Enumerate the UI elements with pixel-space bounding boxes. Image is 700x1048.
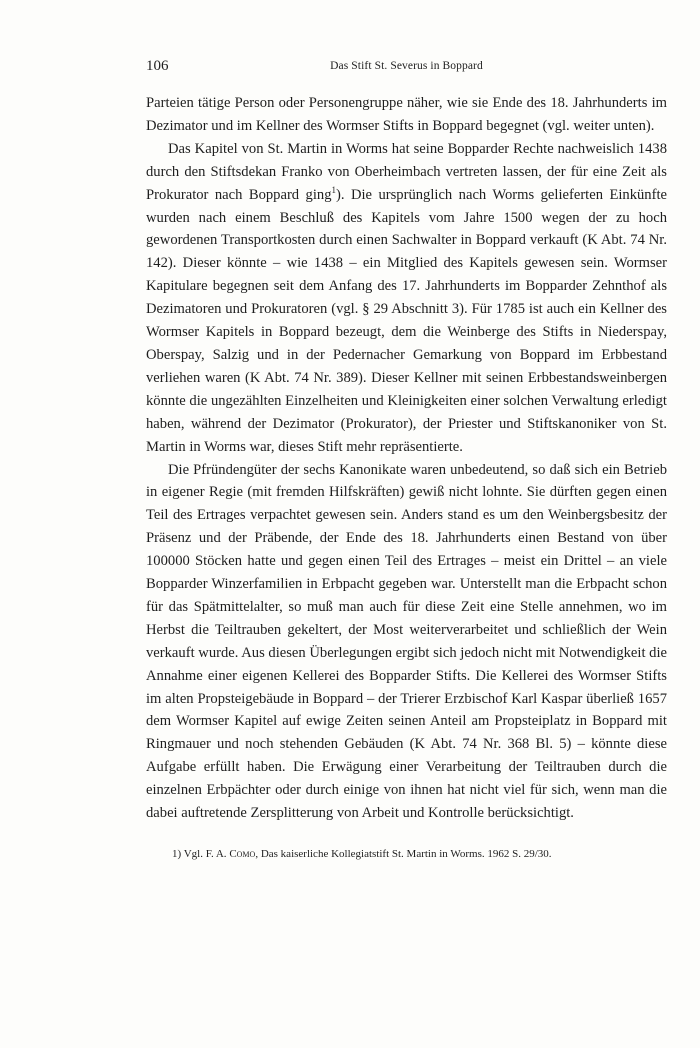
book-page	[146, 58, 667, 862]
footnote	[146, 847, 667, 862]
body-text	[146, 92, 667, 825]
paragraph-1: Parteien tätige Person oder Personengruppe näher, wie sie Ende des 18. Jahrhunderts im Dezimator und im Kellner des Wormser Stifts in Boppard begegnet (vgl. weiter unten).	[146, 95, 667, 134]
paragraph-2-part-2: ). Die ursprünglich nach Worms gelieferten Einkünfte wurden nach einem Beschluß des Kapitels vom Jahre 1500 wegen der zu hoch gewordenen Transportkosten durch einen Sachwalter in Boppard verkauft (K Abt. 74 Nr. 142). Dieser könnte – wie 1438 – ein Mitglied des Kapitels gewesen sein. Wormser Kapitulare begegnen seit dem Anfang des 17. Jahrhunderts im Bopparder Zehnthof als Dezimatoren und Prokuratoren (vgl. § 29 Abschnitt 3). Für 1785 ist auch ein Kellner des Wormser Kapitels in Boppard bezeugt, dem die Weinberge des Stifts in Niederspay, Oberspay, Salzig und in der Pedernacher Gemarkung von Boppard im Erbbestand verliehen waren (K Abt. 74 Nr. 389). Dieser Kellner mit seinen Erbbestandsweinbergen könnte die ungezählten Einzelheiten und Kleinigkeiten einer solchen Verwaltung erledigt haben, während der Dezimator (Prokurator), der Priester und Stiftskanoniker von St. Martin in Worms war, dieses Stift mehr repräsentierte.	[146, 186, 667, 455]
paragraph-2	[146, 138, 667, 459]
paragraph-3: Die Pfründengüter der sechs Kanonikate waren unbedeutend, so daß sich ein Betrieb in eigener Regie (mit fremden Hilfskräften) gewiß nicht lohnte. Sie dürften gegen einen Teil des Ertrages verpachtet gewesen sein. Anders stand es um den Weinbergsbesitz der Präsenz und der Präbende, der Ende des 18. Jahrhunderts einen Bestand von über 100000 Stöcken hatte und gegen einen Teil des Ertrages – meist ein Drittel – an viele Bopparder Winzerfamilien in Erbpacht gegeben war. Unterstellt man die Erbpacht schon für das Spätmittelalter, so muß man auch für diese Zeit eine Stelle annehmen, wo im Herbst die Teiltrauben gekeltert, der Most weiterverarbeitet und schließlich der Wein verkauft wurde. Aus diesen Überlegungen ergibt sich jedoch nicht mit Notwendigkeit die Annahme einer eigenen Kellerei des Bopparder Stifts. Die Kellerei des Wormser Stifts im alten Propsteigebäude in Boppard – der Trierer Erzbischof Karl Kaspar überließ 1657 dem Wormser Kapitel auf ewige Zeiten seinen Anteil am Propsteiplatz in Boppard mit Ringmauer und noch stehenden Gebäuden (K Abt. 74 Nr. 368 Bl. 5) – könnte diese Aufgabe erfüllt haben. Die Erwägung einer Verarbeitung der Teiltrauben durch die einzelnen Erbpächter oder durch einige von ihnen hat nicht viel für sich, wenn man die dabei auftretende Zersplitterung von Arbeit und Kontrolle berücksichtigt.	[146, 461, 667, 822]
footnote-marker: 1)	[172, 848, 182, 860]
page-number: 106	[146, 58, 169, 74]
footnote-reference[interactable]: 1	[331, 184, 336, 195]
footnote-author: Como	[229, 848, 256, 860]
footnote-prefix: Vgl. F. A.	[183, 848, 227, 860]
footnote-text: , Das kaiserliche Kollegiatstift St. Martin in Worms. 1962 S. 29/30.	[255, 848, 552, 860]
running-title: Das Stift St. Severus in Boppard	[330, 60, 483, 72]
page-header	[146, 58, 667, 78]
paragraph-2-part-1: Das Kapitel von St. Martin in Worms hat seine Bopparder Rechte nachweislich 1438 durch den Stiftsdekan Franko von Oberheimbach vertreten lassen, der für eine Zeit als Prokurator nach Boppard ging	[146, 140, 667, 203]
